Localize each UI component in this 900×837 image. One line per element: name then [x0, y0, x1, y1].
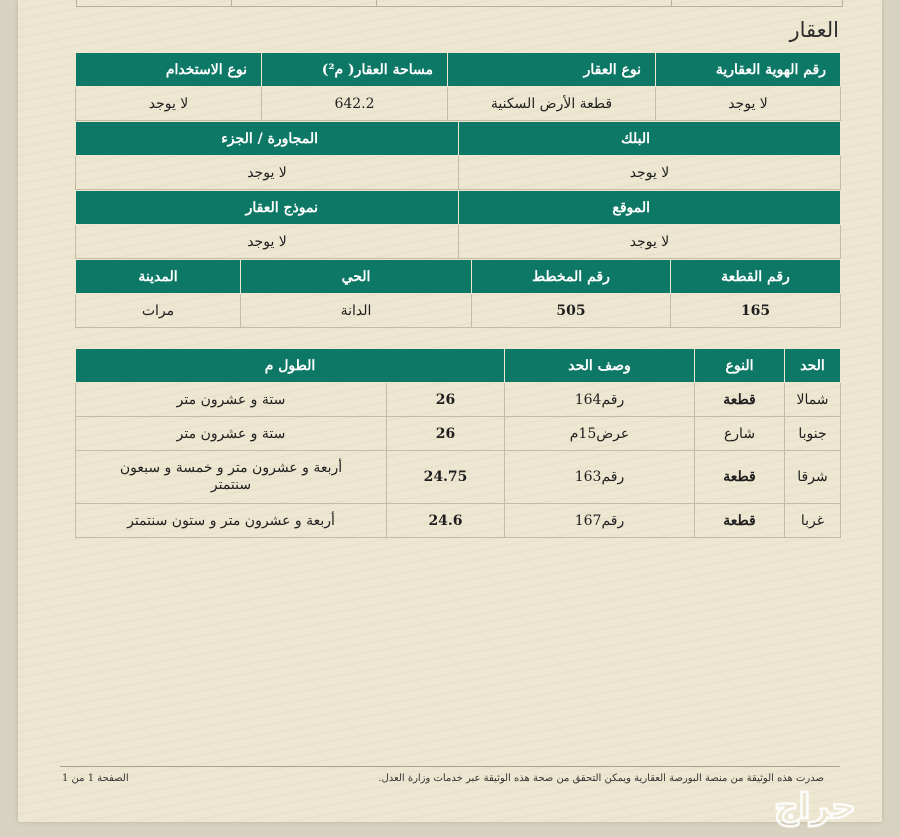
- header-boundary: الحد: [785, 349, 841, 383]
- boundary-length-words: أربعة و عشرون متر و ستون سنتمتر: [76, 504, 387, 538]
- boundary-side: جنوبا: [785, 417, 841, 451]
- boundary-side: غربا: [785, 504, 841, 538]
- section-title: العقار: [789, 18, 839, 42]
- header-boundary-description: وصف الحد: [505, 349, 695, 383]
- location-table: [75, 190, 841, 259]
- footer-notice: صدرت هذه الوثيقة من منصة البورصة العقارية ويمكن التحقق من صحة هذه الوثيقة عبر خدمات وزارة العدل.: [378, 773, 824, 784]
- value-district: الدانة: [241, 294, 472, 328]
- boundary-length-words: ستة و عشرون متر: [76, 383, 387, 417]
- boundary-description: رقم163: [505, 451, 695, 504]
- table-row: [76, 504, 841, 538]
- boundaries-table: [75, 348, 841, 538]
- table-row: [76, 417, 841, 451]
- value-block: لا يوجد: [459, 156, 841, 190]
- page-number: الصفحة 1 من 1: [62, 773, 129, 784]
- value-property-id: لا يوجد: [656, 87, 841, 121]
- header-plan-number: رقم المخطط: [472, 260, 671, 294]
- value-property-model: لا يوجد: [76, 225, 459, 259]
- header-city: المدينة: [76, 260, 241, 294]
- value-location: لا يوجد: [459, 225, 841, 259]
- table-header-row: [76, 53, 841, 87]
- header-property-model: نموذج العقار: [76, 191, 459, 225]
- document-page: [18, 0, 882, 822]
- header-plot-number: رقم القطعة: [671, 260, 841, 294]
- table-row: [76, 225, 841, 259]
- value-plan-number: 505: [472, 294, 671, 328]
- boundary-type: شارع: [695, 417, 785, 451]
- boundary-type: قطعة: [695, 451, 785, 504]
- boundary-length-words: ستة و عشرون متر: [76, 417, 387, 451]
- boundary-description: رقم164: [505, 383, 695, 417]
- previous-table-edge: [76, 0, 843, 7]
- table-header-row: [76, 260, 841, 294]
- table-row: [76, 294, 841, 328]
- boundary-side: شمالا: [785, 383, 841, 417]
- boundary-length: 26: [387, 383, 505, 417]
- value-plot-number: 165: [671, 294, 841, 328]
- header-neighborhood-part: المجاورة / الجزء: [76, 122, 459, 156]
- header-boundary-type: النوع: [695, 349, 785, 383]
- block-table: [75, 121, 841, 190]
- boundary-type: قطعة: [695, 383, 785, 417]
- boundary-description: رقم167: [505, 504, 695, 538]
- value-property-type: قطعة الأرض السكنية: [448, 87, 656, 121]
- boundary-type: قطعة: [695, 504, 785, 538]
- boundary-side: شرقا: [785, 451, 841, 504]
- header-property-type: نوع العقار: [448, 53, 656, 87]
- table-row: [76, 451, 841, 504]
- haraj-watermark-logo: [740, 780, 890, 830]
- footer-divider: [60, 766, 840, 767]
- boundary-length: 26: [387, 417, 505, 451]
- header-property-area: مساحة العقار( م²): [262, 53, 448, 87]
- property-info-table: [75, 52, 841, 121]
- value-neighborhood-part: لا يوجد: [76, 156, 459, 190]
- header-usage-type: نوع الاستخدام: [76, 53, 262, 87]
- table-header-row: [76, 122, 841, 156]
- header-district: الحي: [241, 260, 472, 294]
- plot-table: [75, 259, 841, 328]
- header-location: الموقع: [459, 191, 841, 225]
- boundary-length-words: أربعة و عشرون متر و خمسة و سبعون سنتمتر: [76, 451, 387, 504]
- header-block: البلك: [459, 122, 841, 156]
- boundary-description: عرض15م: [505, 417, 695, 451]
- boundary-length: 24.75: [387, 451, 505, 504]
- value-property-area: 642.2: [262, 87, 448, 121]
- table-row: [76, 383, 841, 417]
- table-row: [76, 156, 841, 190]
- watermark-text: حراج: [774, 787, 856, 827]
- table-row: [76, 87, 841, 121]
- header-property-id: رقم الهوية العقارية: [656, 53, 841, 87]
- table-header-row: [76, 349, 841, 383]
- boundary-length: 24.6: [387, 504, 505, 538]
- value-usage-type: لا يوجد: [76, 87, 262, 121]
- header-length: الطول م: [76, 349, 505, 383]
- value-city: مرات: [76, 294, 241, 328]
- table-header-row: [76, 191, 841, 225]
